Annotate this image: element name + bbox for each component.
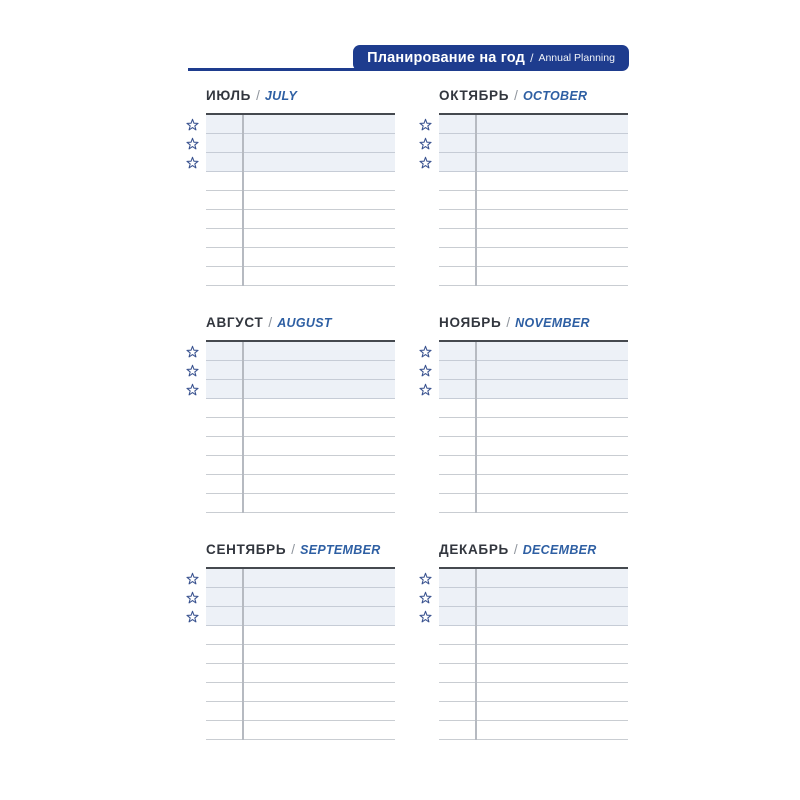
month-section-november: [419, 312, 628, 513]
star-outline-icon: [419, 607, 439, 626]
month-name-en: SEPTEMBER: [300, 543, 381, 557]
planning-table: [439, 567, 628, 740]
note-row: [439, 418, 628, 437]
page-title-separator: /: [530, 51, 534, 65]
month-name-ru: АВГУСТ: [206, 315, 264, 330]
priority-row: [439, 588, 628, 607]
months-grid: [186, 85, 628, 766]
planning-table: [439, 113, 628, 286]
planning-table: [206, 340, 395, 513]
priority-row: [206, 134, 395, 153]
month-name-en: NOVEMBER: [515, 316, 590, 330]
month-title: [186, 539, 395, 557]
star-outline-icon: [186, 115, 206, 134]
star-outline-icon: [419, 153, 439, 172]
month-title: [186, 85, 395, 103]
month-table: [419, 340, 628, 513]
star-outline-icon: [186, 588, 206, 607]
note-row: [439, 456, 628, 475]
month-separator: /: [513, 542, 518, 557]
star-outline-icon: [419, 115, 439, 134]
planning-table: [206, 113, 395, 286]
note-row: [206, 456, 395, 475]
note-row: [206, 645, 395, 664]
column-divider: [242, 342, 244, 513]
star-column: [419, 340, 439, 513]
priority-row: [439, 361, 628, 380]
note-row: [206, 418, 395, 437]
month-table: [419, 113, 628, 286]
page-title-ru: Планирование на год: [367, 50, 526, 66]
star-column: [419, 113, 439, 286]
note-row: [439, 664, 628, 683]
star-column: [186, 340, 206, 513]
star-outline-icon: [419, 588, 439, 607]
note-row: [206, 475, 395, 494]
month-separator: /: [268, 315, 273, 330]
column-divider: [242, 569, 244, 740]
priority-row: [439, 115, 628, 134]
column-divider: [475, 115, 477, 286]
page-title-en: Annual Planning: [538, 52, 615, 64]
star-outline-icon: [419, 380, 439, 399]
planning-table: [439, 340, 628, 513]
priority-row: [439, 569, 628, 588]
priority-row: [206, 342, 395, 361]
note-row: [206, 172, 395, 191]
note-row: [206, 626, 395, 645]
star-outline-icon: [186, 380, 206, 399]
month-rows: [206, 115, 395, 286]
month-name-ru: ОКТЯБРЬ: [439, 88, 510, 103]
month-title: [419, 312, 628, 330]
star-outline-icon: [186, 342, 206, 361]
month-rows: [439, 342, 628, 513]
month-section-september: [186, 539, 395, 740]
priority-row: [439, 134, 628, 153]
month-name-ru: НОЯБРЬ: [439, 315, 502, 330]
priority-row: [206, 588, 395, 607]
star-column: [186, 567, 206, 740]
note-row: [206, 702, 395, 721]
note-row: [439, 475, 628, 494]
month-name-en: JULY: [264, 89, 298, 103]
month-separator: /: [291, 542, 296, 557]
note-row: [206, 437, 395, 456]
star-outline-icon: [186, 607, 206, 626]
note-row: [206, 210, 395, 229]
priority-row: [439, 342, 628, 361]
column-divider: [475, 569, 477, 740]
note-row: [206, 267, 395, 286]
month-separator: /: [514, 88, 518, 103]
priority-row: [206, 115, 395, 134]
month-section-december: [419, 539, 628, 740]
star-outline-icon: [186, 569, 206, 588]
note-row: [439, 721, 628, 740]
month-title: [419, 539, 628, 557]
month-table: [186, 340, 395, 513]
note-row: [206, 721, 395, 740]
month-rows: [439, 569, 628, 740]
month-title: [419, 85, 628, 103]
note-row: [439, 191, 628, 210]
note-row: [439, 267, 628, 286]
note-row: [439, 210, 628, 229]
header-rule-line: [188, 68, 364, 71]
page-title: [353, 45, 629, 71]
note-row: [439, 683, 628, 702]
priority-row: [439, 380, 628, 399]
note-row: [439, 172, 628, 191]
note-row: [439, 626, 628, 645]
month-section-august: [186, 312, 395, 513]
priority-row: [206, 607, 395, 626]
planning-table: [206, 567, 395, 740]
note-row: [439, 494, 628, 513]
note-row: [439, 399, 628, 418]
month-separator: /: [506, 315, 511, 330]
priority-row: [206, 380, 395, 399]
note-row: [206, 494, 395, 513]
note-row: [439, 702, 628, 721]
star-outline-icon: [419, 569, 439, 588]
star-outline-icon: [186, 361, 206, 380]
column-divider: [475, 342, 477, 513]
month-table: [186, 113, 395, 286]
month-name-ru: ДЕКАБРЬ: [439, 542, 509, 557]
month-name-en: DECEMBER: [522, 543, 597, 557]
note-row: [206, 399, 395, 418]
star-outline-icon: [419, 342, 439, 361]
note-row: [439, 437, 628, 456]
month-name-ru: СЕНТЯБРЬ: [206, 542, 287, 557]
star-outline-icon: [419, 134, 439, 153]
star-column: [186, 113, 206, 286]
note-row: [206, 664, 395, 683]
star-outline-icon: [186, 153, 206, 172]
month-rows: [206, 569, 395, 740]
star-outline-icon: [186, 134, 206, 153]
month-name-en: AUGUST: [277, 316, 332, 330]
star-outline-icon: [419, 361, 439, 380]
note-row: [439, 229, 628, 248]
note-row: [206, 229, 395, 248]
priority-row: [439, 153, 628, 172]
month-rows: [439, 115, 628, 286]
month-separator: /: [256, 88, 260, 103]
priority-row: [206, 153, 395, 172]
note-row: [206, 191, 395, 210]
priority-row: [439, 607, 628, 626]
month-name-en: OCTOBER: [522, 89, 588, 103]
month-title: [186, 312, 395, 330]
month-rows: [206, 342, 395, 513]
priority-row: [206, 569, 395, 588]
month-name-ru: ИЮЛЬ: [206, 88, 252, 103]
note-row: [206, 248, 395, 267]
priority-row: [206, 361, 395, 380]
star-column: [419, 567, 439, 740]
column-divider: [242, 115, 244, 286]
note-row: [206, 683, 395, 702]
month-table: [419, 567, 628, 740]
month-section-july: [186, 85, 395, 286]
note-row: [439, 248, 628, 267]
note-row: [439, 645, 628, 664]
month-section-october: [419, 85, 628, 286]
month-table: [186, 567, 395, 740]
